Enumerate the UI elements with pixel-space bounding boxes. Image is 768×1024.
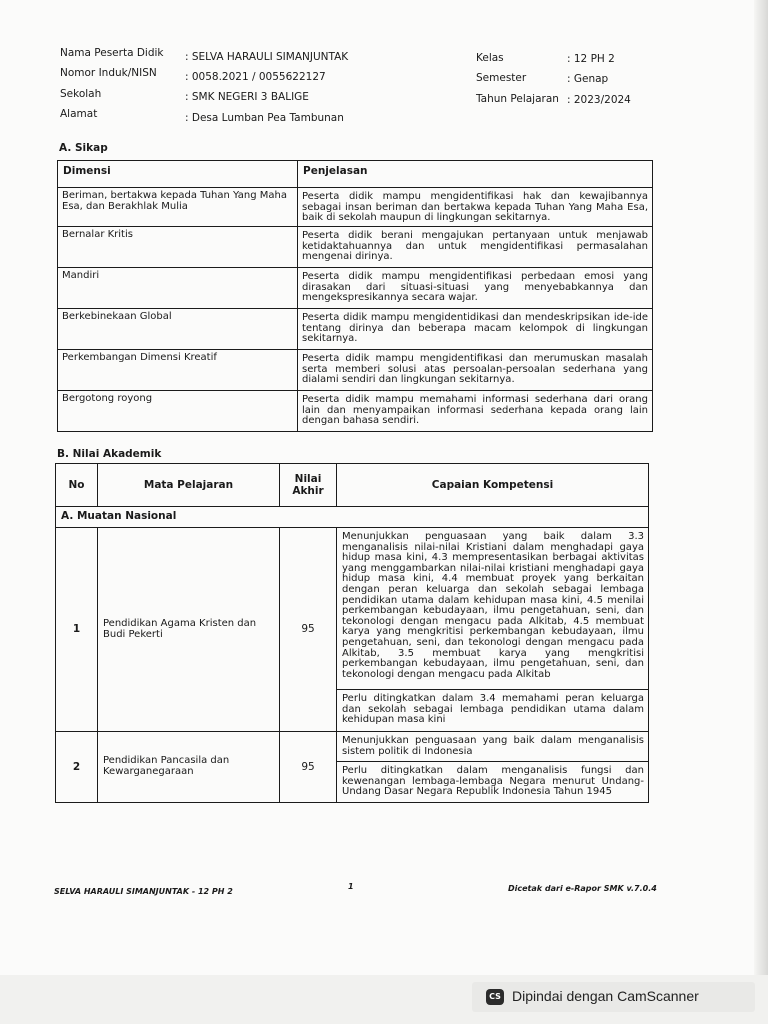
- competency-improvement: Perlu ditingkatkan dalam menganalisis fungsi dan kewenangan lembaga-lembaga Negara menurut Undang-Undang Dasar Negara Republik Indonesia Tahun 1945: [337, 762, 649, 803]
- camscanner-logo-icon: CS: [486, 989, 504, 1005]
- camscanner-watermark: [472, 982, 755, 1012]
- label-sekolah: Sekolah: [60, 88, 102, 100]
- header-dimensi: Dimensi: [58, 161, 298, 188]
- group-row: [56, 507, 649, 528]
- competency-improvement: Perlu ditingkatkan dalam 3.4 memahami peran keluarga dan sekolah sebagai lembaga pendidikan utama dalam kehidupan masa kini: [337, 690, 649, 732]
- value-semester: : Genap: [567, 73, 609, 85]
- header-no: No: [56, 464, 98, 507]
- header-nilai-akhir: Nilai Akhir: [280, 464, 337, 507]
- label-kelas: Kelas: [476, 52, 504, 64]
- label-semester: Semester: [476, 72, 527, 84]
- sikap-penjelasan: Peserta didik mampu memahami informasi sederhana dari orang lain dan menyampaikan informasi sederhana kepada orang lain dengan bahasa sendiri.: [298, 391, 653, 432]
- label-alamat: Alamat: [60, 108, 98, 120]
- header-capaian: Capaian Kompetensi: [337, 464, 649, 507]
- label-nama: Nama Peserta Didik: [60, 47, 164, 59]
- sikap-dimensi: Perkembangan Dimensi Kreatif: [58, 350, 298, 391]
- footer-printed-by: Dicetak dari e-Rapor SMK v.7.0.4: [508, 884, 657, 893]
- value-kelas: : 12 PH 2: [567, 53, 615, 65]
- header-penjelasan: Penjelasan: [298, 161, 653, 188]
- value-nisn: : 0058.2021 / 0055622127: [185, 71, 326, 83]
- competency-strength: Menunjukkan penguasaan yang baik dalam 3.3 menganalisis nilai-nilai Kristiani dalam menghadapi gaya hidup masa kini, 4.3 mempresentasikan berbagai aktivitas yang menggambarkan nilai-nilai kristiani menghadapi gaya hidup masa kini, 4.4 membuat proyek yang berkaitan dengan peran keluarga dan sekolah sebagai lembaga pendidikan utama dalam kehidupan masa kini, 4.5 menilai perkembangan kebudayaan, ilmu pengetahuan, seni, dan tekonologi dengan mengacu pada Alkitab, 4.5 membuat karya yang mengkritisi perkembangan kebudayaan, ilmu pengetahuan, seni, dan tekonologi dengan mengacu pada Alkitab, 3.5 membuat karya yang mengkritisi perkembangan kebudayaan, ilmu pengetahuan, seni, dan tekonologi dengan mengacu pada Alkitab: [337, 528, 649, 690]
- akademik-table: [55, 463, 649, 803]
- sikap-dimensi: Bergotong royong: [58, 391, 298, 432]
- subject-name: Pendidikan Agama Kristen dan Budi Pekerti: [98, 528, 280, 732]
- sikap-penjelasan: Peserta didik mampu mengidentifikasi perbedaan emosi yang dirasakan dari situasi-situasi yang menyebabkannya dan mengekspresikannya secara wajar.: [298, 268, 653, 309]
- table-row: [58, 350, 653, 391]
- value-tahun: : 2023/2024: [567, 94, 631, 106]
- row-number: 2: [56, 732, 98, 803]
- table-row: [58, 188, 653, 227]
- footer-page-number: 1: [348, 882, 354, 891]
- section-title-akademik: B. Nilai Akademik: [57, 448, 162, 460]
- row-number: 1: [56, 528, 98, 732]
- subject-name: Pendidikan Pancasila dan Kewarganegaraan: [98, 732, 280, 803]
- table-row: [56, 528, 649, 690]
- sikap-dimensi: Berkebinekaan Global: [58, 309, 298, 350]
- label-tahun: Tahun Pelajaran: [476, 93, 559, 105]
- final-score: 95: [280, 528, 337, 732]
- value-sekolah: : SMK NEGERI 3 BALIGE: [185, 91, 309, 103]
- table-row: [58, 309, 653, 350]
- sikap-penjelasan: Peserta didik mampu mengidentifikasi hak dan kewajibannya sebagai insan beriman dan bertakwa kepada Tuhan Yang Maha Esa, baik di sekolah maupun di lingkungan sekitarnya.: [298, 188, 653, 227]
- competency-strength: Menunjukkan penguasaan yang baik dalam menganalisis sistem politik di Indonesia: [337, 732, 649, 762]
- value-nama: : SELVA HARAULI SIMANJUNTAK: [185, 51, 349, 63]
- value-alamat: : Desa Lumban Pea Tambunan: [185, 112, 344, 124]
- sikap-dimensi: Beriman, bertakwa kepada Tuhan Yang Maha Esa, dan Berakhlak Mulia: [58, 188, 298, 227]
- akademik-header-row: [56, 464, 649, 507]
- group-muatan-nasional: A. Muatan Nasional: [56, 507, 649, 528]
- table-row: [56, 732, 649, 762]
- sikap-penjelasan: Peserta didik mampu mengidentifikasi dan merumuskan masalah serta memberi solusi atas persoalan-persoalan sederhana yang dialami sendiri dan lingkungan sekitarnya.: [298, 350, 653, 391]
- sikap-penjelasan: Peserta didik mampu mengidentidikasi dan mendeskripsikan ide-ide tentang dirinya dan beberapa macam kelompok di lingkungan sekitarnya.: [298, 309, 653, 350]
- sikap-dimensi: Bernalar Kritis: [58, 227, 298, 268]
- sikap-dimensi: Mandiri: [58, 268, 298, 309]
- final-score: 95: [280, 732, 337, 803]
- sikap-table: [57, 160, 653, 432]
- footer-student: SELVA HARAULI SIMANJUNTAK - 12 PH 2: [54, 887, 233, 896]
- camscanner-text: Dipindai dengan CamScanner: [512, 988, 699, 1004]
- section-title-sikap: A. Sikap: [59, 142, 108, 154]
- page-edge-shadow: [754, 0, 768, 975]
- table-row: [58, 227, 653, 268]
- label-nisn: Nomor Induk/NISN: [60, 67, 157, 79]
- sikap-penjelasan: Peserta didik berani mengajukan pertanyaan untuk menjawab ketidaktahuannya dan untuk mengidentifikasi permasalahan mengenai dirinya.: [298, 227, 653, 268]
- sikap-header-row: [58, 161, 653, 188]
- header-mata-pelajaran: Mata Pelajaran: [98, 464, 280, 507]
- table-row: [58, 391, 653, 432]
- table-row: [58, 268, 653, 309]
